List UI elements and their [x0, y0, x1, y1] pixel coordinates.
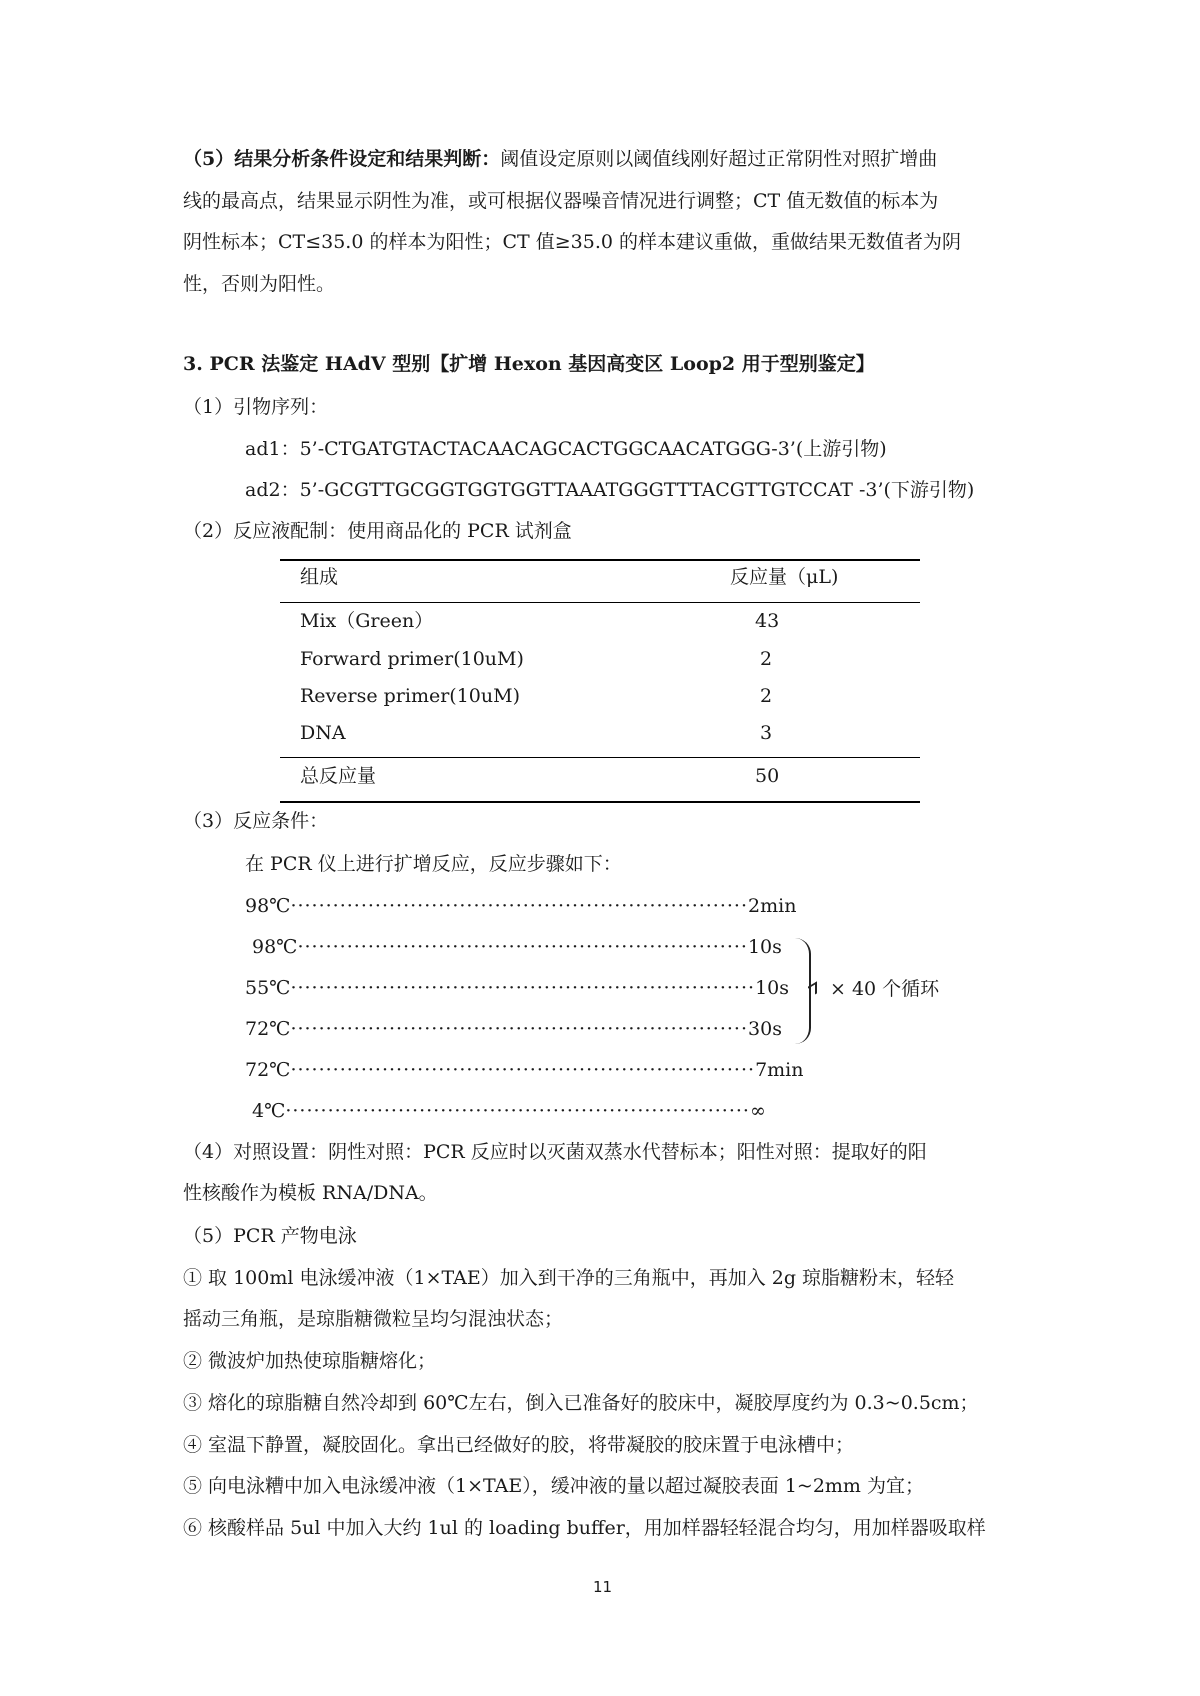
cycle-brace — [795, 938, 811, 1044]
primer-ad1: ad1：5’-CTGATGTACTACAACAGCACTGGCAACATGGG-3’(上游引物) — [245, 438, 887, 460]
electrophoresis-step-1: ① 取 100ml 电泳缓冲液（1×TAE）加入到干净的三角瓶中，再加入 2g 琼脂糖粉末，轻轻 — [183, 1267, 955, 1289]
result-analysis-line-3: 阴性标本；CT≤35.0 的样本为阳性；CT 值≥35.0 的样本建议重做，重做结果无数值者为阴 — [183, 231, 961, 253]
primers-label: （1）引物序列： — [183, 396, 329, 418]
step-temp: 4℃ — [252, 1100, 286, 1122]
table-row-name: Reverse primer(10uM) — [300, 685, 521, 707]
electrophoresis-step-2: ② 微波炉加热使琼脂糖熔化； — [183, 1350, 437, 1372]
step-leader-dots: ································································· — [290, 895, 749, 917]
conditions-intro: 在 PCR 仪上进行扩增反应，反应步骤如下： — [245, 853, 622, 875]
step-temp: 72℃ — [245, 1018, 291, 1040]
result-analysis-lead: （5）结果分析条件设定和结果判断： — [183, 148, 501, 170]
table-total-rule — [280, 757, 920, 758]
program-step — [252, 938, 782, 957]
table-row-name: Mix（Green） — [300, 610, 434, 632]
electrophoresis-label: （5）PCR 产物电泳 — [183, 1225, 357, 1247]
step-time: 2min — [748, 895, 797, 917]
result-analysis-text: 阈值设定原则以阈值线刚好超过正常阴性对照扩增曲 — [500, 148, 938, 170]
page-number: 11 — [593, 1578, 613, 1596]
table-row-volume: 2 — [760, 648, 773, 670]
table-total-volume: 50 — [755, 765, 780, 787]
electrophoresis-step-3: ③ 熔化的琼脂糖自然冷却到 60℃左右，倒入已准备好的胶床中，凝胶厚度约为 0.3~0.5cm； — [183, 1392, 979, 1414]
table-total-name: 总反应量 — [300, 765, 377, 787]
step-time: 30s — [748, 1018, 782, 1040]
step-leader-dots: ·································································· — [290, 977, 756, 999]
step-time: 10s — [747, 936, 782, 958]
table-row-volume: 3 — [760, 722, 773, 744]
primer-ad2: ad2：5’-GCGTTGCGGTGGTGGTTAAATGGGTTTACGTTGTCCAT -3’(下游引物) — [245, 479, 975, 501]
result-analysis-line-1 — [183, 150, 937, 169]
result-analysis-line-4: 性，否则为阳性。 — [183, 273, 336, 295]
table-row-name: Forward primer(10uM) — [300, 648, 524, 670]
program-step — [252, 1102, 766, 1121]
step-temp: 55℃ — [245, 977, 291, 999]
step-leader-dots: ·································································· — [285, 1100, 750, 1122]
electrophoresis-step-4: ④ 室温下静置，凝胶固化。拿出已经做好的胶，将带凝胶的胶床置于电泳槽中； — [183, 1434, 855, 1456]
electrophoresis-step-6: ⑥ 核酸样品 5ul 中加入大约 1ul 的 loading buffer，用加样器轻轻混合均匀，用加样器吸取样 — [183, 1517, 986, 1539]
electrophoresis-step-5: ⑤ 向电泳糟中加入电泳缓冲液（1×TAE），缓冲液的量以超过凝胶表面 1~2mm 为宜； — [183, 1475, 924, 1497]
table-row-volume: 2 — [760, 685, 773, 707]
mix-label: （2）反应液配制：使用商品化的 PCR 试剂盒 — [183, 520, 572, 542]
step-temp: 72℃ — [245, 1059, 291, 1081]
cycle-count: × 40 个循环 — [830, 978, 940, 1000]
controls-line-1: （4）对照设置：阴性对照：PCR 反应时以灭菌双蒸水代替标本；阳性对照：提取好的阳 — [183, 1141, 927, 1163]
step-leader-dots: ································································ — [297, 936, 748, 958]
step-leader-dots: ································································· — [290, 1018, 749, 1040]
electrophoresis-step-1-cont: 摇动三角瓶，是琼脂糖微粒呈均匀混浊状态； — [183, 1308, 564, 1330]
step-time: 7min — [755, 1059, 804, 1081]
step-leader-dots: ·································································· — [290, 1059, 756, 1081]
table-header-volume: 反应量（μL) — [730, 566, 839, 588]
conditions-label: （3）反应条件： — [183, 810, 329, 832]
table-header-rule — [280, 602, 920, 603]
step-time: 10s — [755, 977, 789, 999]
table-row-volume: 43 — [755, 610, 780, 632]
table-bottom-rule — [280, 801, 920, 803]
table-top-rule — [280, 559, 920, 561]
section-3-heading: 3. PCR 法鉴定 HAdV 型别【扩增 Hexon 基因高变区 Loop2 用于型别鉴定】 — [183, 353, 875, 375]
result-analysis-line-2: 线的最高点，结果显示阴性为准，或可根据仪器噪音情况进行调整；CT 值无数值的标本为 — [183, 190, 939, 212]
program-step — [245, 979, 789, 998]
step-temp: 98℃ — [252, 936, 298, 958]
step-time: ∞ — [749, 1100, 766, 1122]
table-header-composition: 组成 — [300, 566, 339, 588]
program-step — [245, 1020, 782, 1039]
program-step — [245, 1061, 803, 1080]
controls-line-2: 性核酸作为模板 RNA/DNA。 — [183, 1182, 438, 1204]
table-row-name: DNA — [300, 722, 346, 744]
program-step — [245, 897, 796, 916]
step-temp: 98℃ — [245, 895, 291, 917]
